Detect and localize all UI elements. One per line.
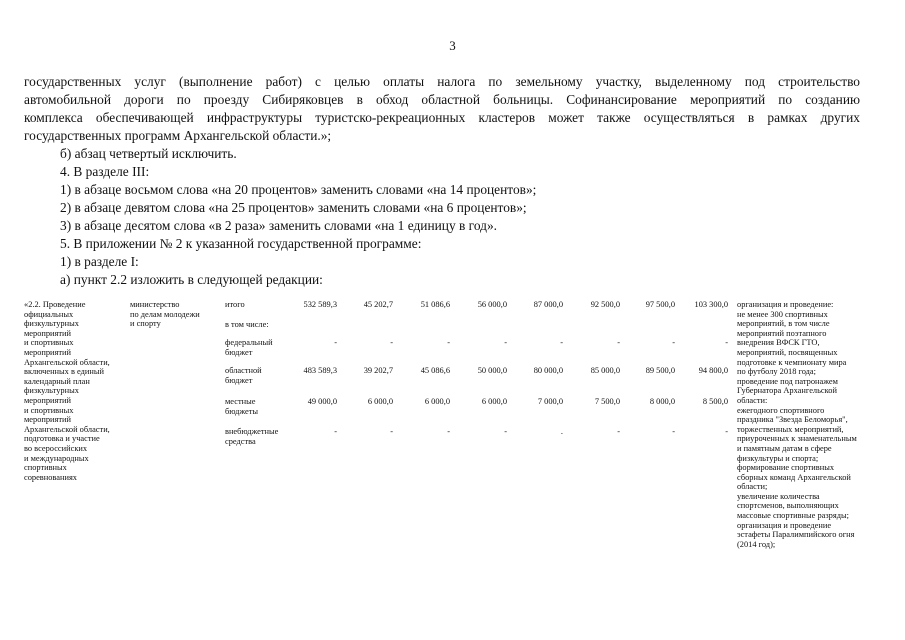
funding-value: - (447, 338, 450, 347)
page-number: 3 (449, 38, 456, 53)
activity-line: и международных (24, 453, 89, 463)
funding-value: - (504, 427, 507, 436)
funding-value: 7 000,0 (537, 397, 563, 406)
result-line: торжественных мероприятий, (737, 424, 844, 434)
activity-line: физкультурных (24, 386, 79, 396)
activity-line: мероприятий (24, 347, 72, 357)
result-line: внедрения ВФСК ГТО, (737, 338, 820, 348)
funding-value: - (560, 338, 563, 347)
funding-value: - (725, 427, 728, 436)
activity-line: физкультурных (24, 319, 79, 329)
result-line: ежегодного спортивного (737, 405, 825, 415)
funding-value: 6 000,0 (367, 397, 393, 406)
amendment-item: б) абзац четвертый исключить. (60, 146, 237, 161)
funding-value: - (334, 427, 337, 436)
amendment-item: 1) в разделе I: (60, 254, 139, 269)
funding-value: - (672, 427, 675, 436)
activity-line: и спортивных (24, 338, 74, 348)
funding-value: 89 500,0 (645, 366, 675, 375)
funding-value: 6 000,0 (481, 397, 507, 406)
continued-paragraph (24, 73, 860, 145)
activity-line: Архангельской области, (24, 357, 110, 367)
funding-value: - (617, 427, 620, 436)
result-line: праздника "Звезда Беломорья", (737, 415, 848, 425)
funding-value: - (334, 338, 337, 347)
result-line: организация и проведение: (737, 300, 834, 309)
funding-value: 50 000,0 (477, 366, 507, 375)
funding-value: 39 202,7 (363, 366, 393, 375)
activity-line: и спортивных (24, 405, 74, 415)
funding-source-line: в том числе: (225, 320, 269, 329)
activity-line: включенных в единый (24, 367, 104, 377)
executor-line: министерство (130, 300, 180, 309)
funding-value: 56 000,0 (477, 300, 507, 309)
funding-source-line: бюджет (225, 375, 253, 385)
funding-value: 6 000,0 (424, 397, 450, 406)
funding-source-line: бюджеты (225, 406, 259, 416)
funding-value: 49 000,0 (307, 397, 337, 406)
funding-value: - (504, 338, 507, 347)
result-line: и памятным датам в сфере (737, 443, 832, 453)
funding-value: 532 589,3 (303, 300, 337, 309)
result-line: увеличение количества (737, 491, 820, 501)
paragraph-line: автомобильной дороги по проезду Сибиряковцев в обход областной больницы. Софинансирование мероприятий по созданию (24, 92, 860, 107)
funding-value: . (560, 427, 563, 436)
funding-source-line: бюджет (225, 347, 253, 357)
amendment-item: 5. В приложении № 2 к указанной государственной программе: (60, 236, 422, 251)
result-line: эстафеты Паралимпийского огня (737, 530, 855, 540)
paragraph-line: комплекса обеспечивающей инфраструктуры туристско-рекреационных кластеров может также осуществляться в рамках других (24, 110, 860, 125)
activity-line: подготовка и участие (24, 434, 100, 444)
funding-source-line: итого (225, 300, 245, 309)
amendment-item: а) пункт 2.2 изложить в следующей редакции: (60, 272, 323, 287)
result-line: сборных команд Архангельской (737, 472, 851, 482)
result-line: спортсменов, выполняющих (737, 501, 839, 511)
activity-line: во всероссийских (24, 443, 88, 453)
result-line: по футболу 2018 года; (737, 367, 816, 377)
activity-line: мероприятий (24, 395, 72, 405)
result-line: мероприятий, в том числе (737, 319, 830, 329)
result-line: области: (737, 395, 768, 405)
funding-value: 8 500,0 (702, 397, 728, 406)
funding-value: - (447, 427, 450, 436)
result-line: области; (737, 482, 768, 492)
funding-value: 85 000,0 (590, 366, 620, 375)
amendment-item: 3) в абзаце десятом слова «в 2 раза» заменить словами «на 1 единицу в год». (60, 218, 497, 233)
activity-line: мероприятий (24, 415, 72, 425)
amendment-item: 4. В разделе III: (60, 164, 150, 179)
funding-value: 87 000,0 (533, 300, 563, 309)
funding-value: - (725, 338, 728, 347)
activity-line: Архангельской области, (24, 424, 110, 434)
funding-value: 97 500,0 (645, 300, 675, 309)
activity-line: спортивных (24, 463, 67, 473)
result-line: массовые спортивные разряды; (737, 511, 849, 521)
paragraph-line: государственных программ Архангельской области.»; (24, 128, 332, 143)
funding-source-line: местные (225, 397, 256, 406)
result-line: мероприятий, посвященных (737, 347, 838, 357)
funding-value: 51 086,6 (420, 300, 450, 309)
funding-value: 8 000,0 (649, 397, 675, 406)
result-line: физкультуры и спорта; (737, 453, 819, 463)
activity-column (24, 300, 124, 482)
activity-line: официальных (24, 309, 74, 319)
funding-source-line: областной (225, 366, 262, 375)
funding-value: 92 500,0 (590, 300, 620, 309)
result-line: организация и проведение (737, 520, 832, 530)
body-text (24, 73, 860, 289)
funding-value: 80 000,0 (533, 366, 563, 375)
result-line: Губернатора Архангельской (737, 386, 837, 396)
funding-value: 483 589,3 (303, 366, 337, 375)
executor-line: и спорту (130, 319, 161, 329)
result-column (737, 300, 892, 549)
result-line: формирование спортивных (737, 463, 835, 473)
funding-value: - (617, 338, 620, 347)
funding-value: 45 086,6 (420, 366, 450, 375)
funding-value: - (390, 338, 393, 347)
result-line: не менее 300 спортивных (737, 309, 828, 319)
executor-line: по делам молодежи (130, 309, 200, 319)
activity-line: календарный план (24, 376, 90, 386)
funding-source-line: федеральный (225, 338, 273, 347)
result-line: проведение под патронажем (737, 376, 838, 386)
result-line: приуроченных к знаменательным (737, 434, 857, 444)
funding-value: 7 500,0 (594, 397, 620, 406)
executor-column (130, 300, 220, 329)
funding-source-label (225, 320, 295, 330)
funding-value: 94 800,0 (698, 366, 728, 375)
funding-value: - (672, 338, 675, 347)
amendment-item: 2) в абзаце девятом слова «на 25 процентов» заменить словами «на 6 процентов»; (60, 200, 527, 215)
funding-source-line: внебюджетные (225, 427, 279, 436)
funding-value: 45 202,7 (363, 300, 393, 309)
result-line: (2014 год); (737, 539, 776, 549)
paragraph-line: государственных услуг (выполнение работ) с целью оплаты налога по земельному участку, выделенному под строительство (24, 74, 860, 89)
result-line: подготовке к чемпионату мира (737, 357, 847, 367)
funding-value: 103 300,0 (694, 300, 728, 309)
result-line: мероприятий поэтапного (737, 328, 827, 338)
amendment-item: 1) в абзаце восьмом слова «на 20 процентов» заменить словами «на 14 процентов»; (60, 182, 537, 197)
activity-line: соревнованиях (24, 472, 77, 482)
activity-line: «2.2. Проведение (24, 300, 86, 309)
funding-value: - (390, 427, 393, 436)
funding-source-line: средства (225, 436, 256, 446)
activity-line: мероприятий (24, 328, 72, 338)
